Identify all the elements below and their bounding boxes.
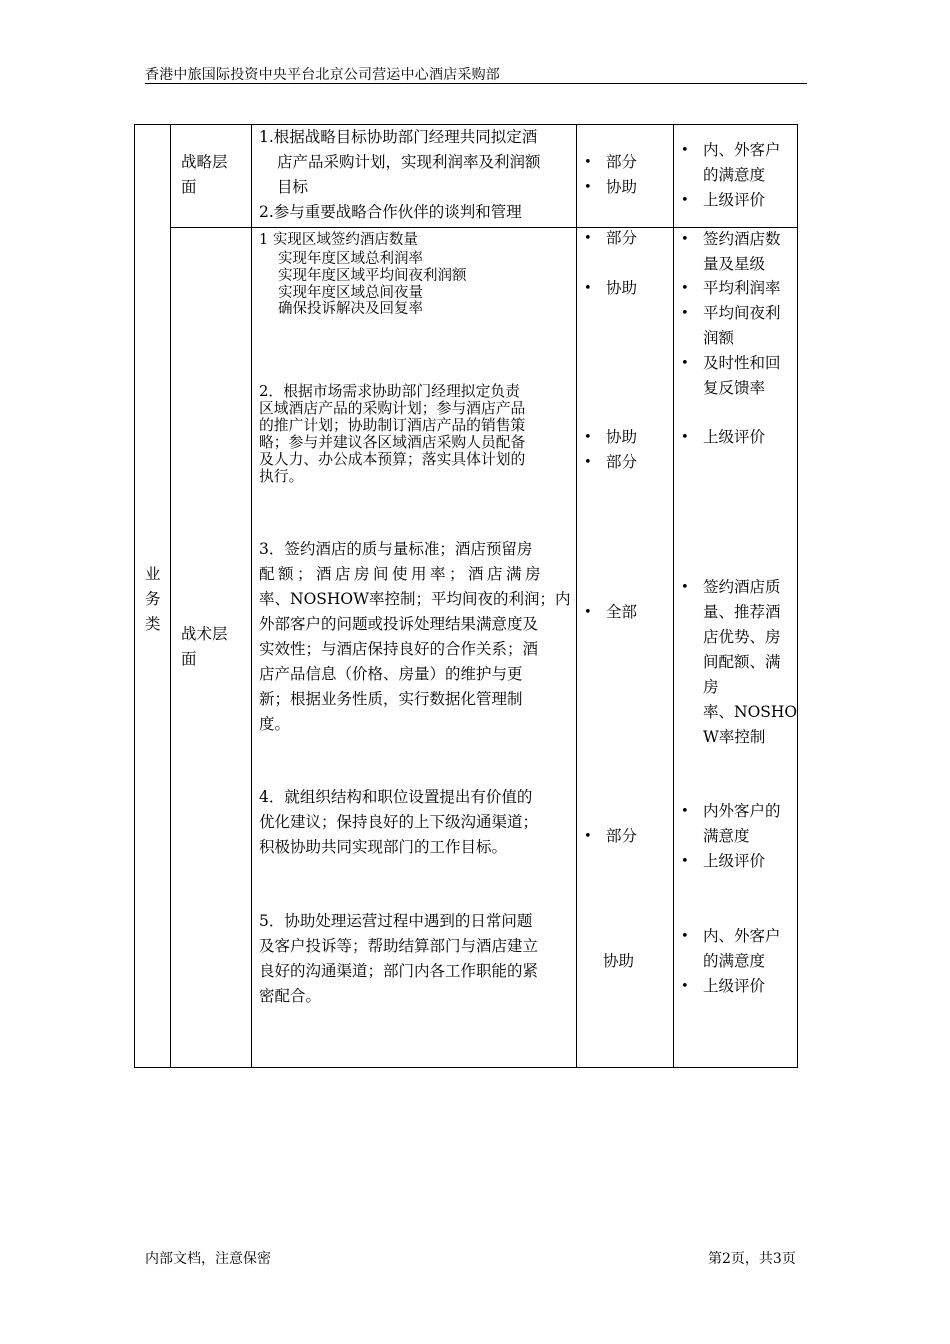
kpi-item: • 上级评价: [703, 974, 765, 999]
footer-confidential: 内部文档，注意保密: [145, 1251, 271, 1267]
role-item: • 部分: [606, 150, 637, 175]
kpi-item: • 签约酒店数: [703, 227, 781, 252]
task-line: 优化建议；保持良好的上下级沟通渠道；: [259, 813, 539, 831]
category-char: 务: [145, 590, 161, 608]
kpi-item-cont: 的满意度: [703, 166, 766, 184]
page-number: 第2页，共3页: [708, 1251, 796, 1267]
task-line: 区域酒店产品的采购计划；参与酒店产品: [259, 400, 526, 417]
task-line: 实现年度区域平均间夜利润额: [278, 268, 467, 284]
kpi-item-cont: W率控制: [703, 728, 766, 746]
task-line: 目标: [277, 178, 309, 196]
kpi-item: • 内、外客户: [703, 138, 781, 163]
task-line: 1.根据战略目标协助部门经理共同拟定酒: [259, 128, 538, 146]
task-line: 1 实现区域签约酒店数量: [259, 232, 418, 248]
kpi-item-cont: 店优势、房: [703, 628, 781, 646]
task-line: 积极协助共同实现部门的工作目标。: [259, 838, 508, 856]
kpi-item: • 上级评价: [703, 849, 765, 874]
task-line: 新；根据业务性质，实行数据化管理制: [259, 690, 523, 708]
category-char: 类: [145, 615, 161, 633]
kpi-item: • 上级评价: [703, 188, 765, 213]
category-char: 业: [145, 565, 161, 583]
col-divider-3: [576, 124, 577, 1068]
task-line: 外部客户的问题或投诉处理结果满意度及: [259, 615, 539, 633]
kpi-item-cont: 满意度: [703, 827, 750, 845]
task-line: 实现年度区域总利润率: [278, 251, 423, 267]
role-item: 协助: [603, 952, 635, 970]
task-line: 度。: [259, 715, 291, 733]
task-line: 率、NOSHOW率控制；平均间夜的利润；内: [259, 590, 571, 608]
kpi-item-cont: 量及星级: [703, 255, 766, 273]
level-label: 面: [181, 178, 197, 196]
task-line: 3．签约酒店的质与量标准；酒店预留房: [259, 540, 533, 558]
task-line: 实效性；与酒店保持良好的合作关系；酒: [259, 640, 539, 658]
task-line: 2.参与重要战略合作伙伴的谈判和管理: [259, 203, 522, 221]
task-line: 略；参与并建议各区域酒店采购人员配备: [259, 434, 526, 451]
task-line: 确保投诉解决及回复率: [278, 301, 423, 317]
page-header: 香港中旅国际投资中央平台北京公司营运中心酒店采购部: [145, 67, 500, 83]
task-line: 2．根据市场需求协助部门经理拟定负责: [259, 383, 520, 400]
role-item: • 协助: [606, 276, 637, 301]
task-line: 及客户投诉等；帮助结算部门与酒店建立: [259, 937, 539, 955]
task-line: 5．协助处理运营过程中遇到的日常问题: [259, 912, 533, 930]
role-item: • 部分: [606, 226, 637, 251]
kpi-item: • 签约酒店质: [703, 575, 781, 600]
task-line: 实现年度区域总间夜量: [278, 285, 423, 301]
kpi-item: • 上级评价: [703, 425, 765, 450]
kpi-item-cont: 润额: [703, 329, 735, 347]
task-line: 配额；酒店房间使用率；酒店满房: [259, 565, 545, 583]
role-item: • 全部: [606, 600, 637, 625]
col-divider-2: [251, 124, 252, 1068]
kpi-item: • 内、外客户: [703, 924, 781, 949]
kpi-item: • 平均间夜利: [703, 301, 781, 326]
task-line: 良好的沟通渠道；部门内各工作职能的紧: [259, 962, 539, 980]
kpi-item-cont: 率、NOSHO: [703, 703, 798, 721]
level-label: 战略层: [181, 153, 228, 171]
role-item: • 部分: [606, 824, 637, 849]
kpi-item: • 及时性和回: [703, 351, 781, 376]
col-divider-1: [170, 124, 171, 1068]
task-line: 执行。: [259, 468, 304, 485]
kpi-item-cont: 间配额、满: [703, 653, 781, 671]
kpi-item-cont: 量、推荐酒: [703, 603, 781, 621]
role-item: • 协助: [606, 175, 637, 200]
role-item: • 部分: [606, 450, 637, 475]
kpi-item: • 内外客户的: [703, 799, 781, 824]
header-rule: [145, 83, 807, 84]
level-label: 战术层: [181, 625, 228, 643]
kpi-item-cont: 复反馈率: [703, 379, 766, 397]
task-line: 4．就组织结构和职位设置提出有价值的: [259, 788, 533, 806]
task-line: 店产品信息（价格、房量）的维护与更: [259, 665, 523, 683]
col-divider-4: [673, 124, 674, 1068]
task-line: 及人力、办公成本预算；落实具体计划的: [259, 451, 526, 468]
task-line: 店产品采购计划，实现利润率及利润额: [277, 153, 541, 171]
level-label: 面: [181, 650, 197, 668]
kpi-item-cont: 的满意度: [703, 952, 766, 970]
kpi-item-cont: 房: [703, 678, 719, 696]
task-line: 的推广计划；协助制订酒店产品的销售策: [259, 417, 526, 434]
task-line: 密配合。: [259, 987, 322, 1005]
role-item: • 协助: [606, 425, 637, 450]
kpi-item: • 平均利润率: [703, 276, 781, 301]
